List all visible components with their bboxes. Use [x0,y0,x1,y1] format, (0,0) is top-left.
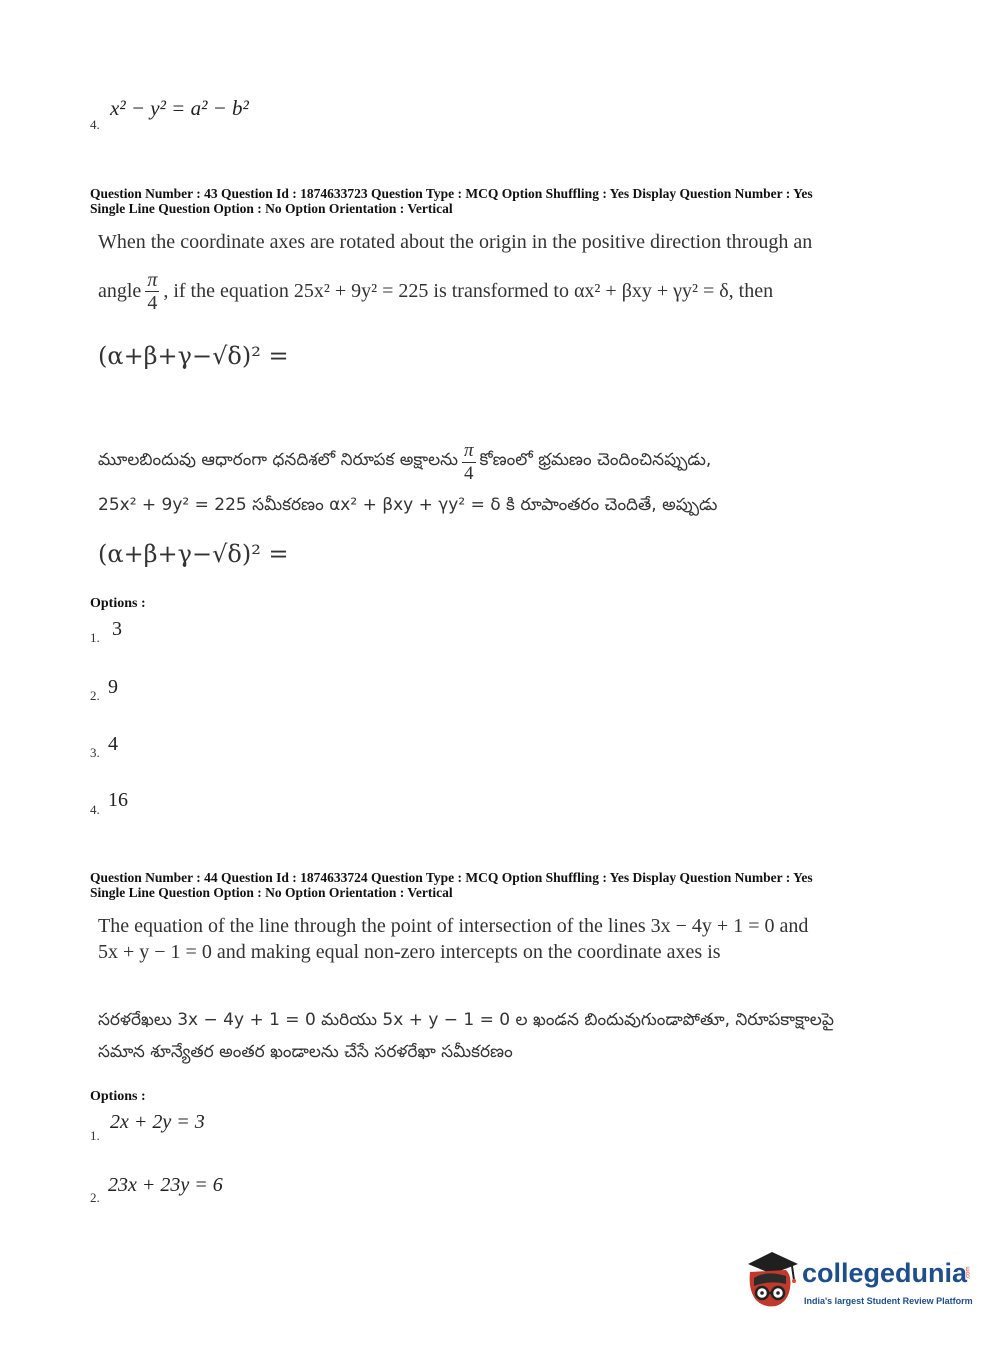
q44-meta-line2: Single Line Question Option : No Option Orientation : Vertical [90,885,453,900]
q43-meta-line2: Single Line Question Option : No Option Orientation : Vertical [90,201,453,216]
q43-meta-line1: Question Number : 43 Question Id : 1874633723 Question Type : MCQ Option Shuffling : Yes Display Question Number : Yes [90,186,813,201]
q43-option-value[interactable]: 4 [108,733,118,755]
q43-option-number: 4. [90,802,100,817]
q44-telugu-line2: సమాన శూన్యేతర అంతర ఖండాలను చేసే సరళరేఖా సమీకరణం [98,1042,513,1062]
q43-expression: (α+β+γ−√δ)² = [98,342,289,370]
q43-equation-text: , if the equation 25x² + 9y² = 225 is transformed to αx² + βxy + γy² = δ, then [163,280,774,302]
q44-english-line2: 5x + y − 1 = 0 and making equal non-zero intercepts on the coordinate axes is [98,941,721,963]
fraction-numerator: π [147,268,158,291]
student-mascot-icon [742,1250,802,1314]
q43-option-number: 1. [90,630,100,645]
q43-english-line2 [98,265,773,317]
fraction-denominator: 4 [464,462,474,484]
q44-option-number: 2. [90,1190,100,1205]
q43-telugu-line1 [98,436,711,488]
q43-telugu-line2: 25x² + 9y² = 225 సమీకరణం αx² + βxy + γy² = δ కి రూపాంతరం చెందితే, అప్పుడు [98,495,718,515]
q43-option-value[interactable]: 9 [108,676,118,698]
q43-option-value[interactable]: 16 [108,789,128,811]
q44-english-line1: The equation of the line through the point of intersection of the lines 3x − 4y + 1 = 0 and [98,915,809,937]
q43-option-number: 3. [90,745,100,760]
logo-tagline: India's largest Student Review Platform [804,1296,973,1306]
q43-telugu-expression: (α+β+γ−√δ)² = [98,540,289,568]
q43-telugu-line1-pre: మూలబిందువు ఆధారంగా ధనదిశలో నిరూపక అక్షాలను [98,450,458,470]
fraction-numerator: π [463,439,474,461]
fraction-denominator: 4 [147,291,158,314]
q44-option-number: 1. [90,1128,100,1143]
logo-domain-suffix: .com [965,1266,972,1280]
collegedunia-logo[interactable] [742,1250,972,1320]
q43-angle-fraction [145,269,159,314]
prev-option-4-expression: x² − y² = a² − b² [110,96,249,120]
q44-telugu-line1: సరళరేఖలు 3x − 4y + 1 = 0 మరియు 5x + y − 1 = 0 ల ఖండన బిందువుగుండాపోతూ, నిరూపకాక్షాలపై [98,1010,834,1030]
q44-meta-line1: Question Number : 44 Question Id : 1874633724 Question Type : MCQ Option Shuffling : Yes Display Question Number : Yes [90,870,813,885]
logo-wordmark: collegedunia [802,1258,968,1288]
q43-option-value[interactable]: 3 [112,618,122,640]
q44-option-value[interactable]: 23x + 23y = 6 [108,1174,223,1196]
q43-angle-word: angle [98,280,142,302]
q43-english-line1: When the coordinate axes are rotated about the origin in the positive direction through an [98,231,813,253]
q44-option-value[interactable]: 2x + 2y = 3 [110,1111,205,1133]
q43-telugu-line1-post: కోణంలో భ్రమణం చెందించినప్పుడు, [479,450,712,470]
q43-telugu-angle-fraction [462,440,476,485]
q43-options-label: Options : [90,596,146,611]
prev-option-4-number: 4. [90,117,100,132]
q43-option-number: 2. [90,688,100,703]
q44-options-label: Options : [90,1089,146,1104]
